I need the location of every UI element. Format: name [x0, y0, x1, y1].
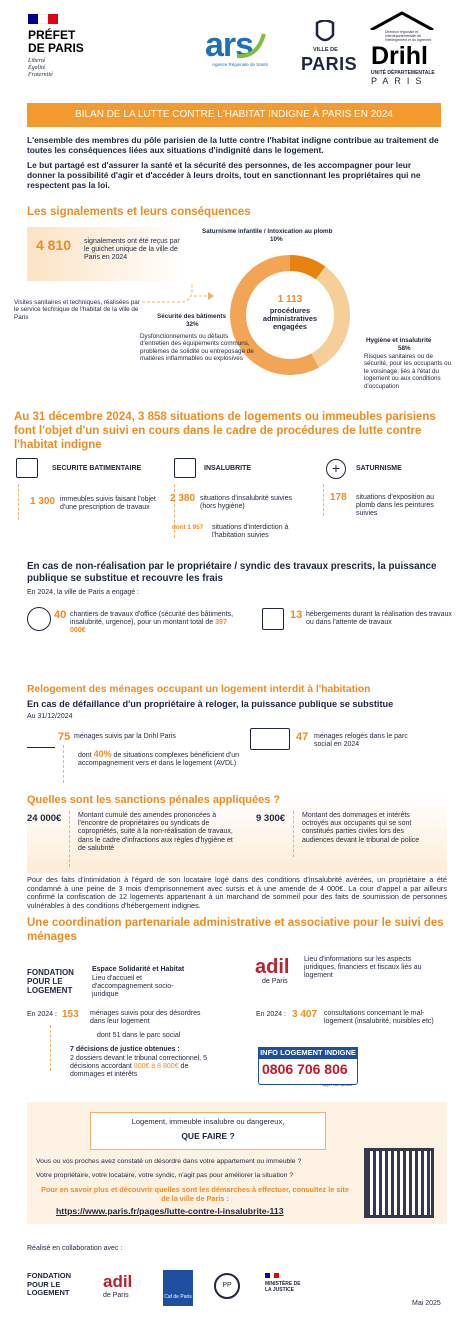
justice-flag-icon: [265, 1273, 279, 1278]
hotel-icon: [262, 608, 284, 630]
esh-title: Espace Solidarité et Habitat: [92, 966, 185, 973]
cta-url[interactable]: https://www.paris.fr/pages/lutte-contre-l-insalubrite-113: [56, 1206, 284, 1216]
hygiene-pct: 58%: [398, 345, 411, 352]
substitution-sub: En 2024, la ville de Paris a engagé :: [27, 589, 140, 596]
title-banner: BILAN DE LA LUTTE CONTRE L'HABITAT INDIGNE À PARIS EN 2024: [27, 103, 441, 127]
col1-title: SECURITE BATIMENTAIRE: [52, 465, 142, 472]
col2-sub-count: dont 1 957: [172, 524, 204, 531]
reloges-text: ménages relogés dans le parc social en 2024: [314, 733, 408, 749]
marianne-flag-icon: [28, 14, 58, 24]
decisions-title: 7 décisions de justice obtenues :: [70, 1046, 180, 1053]
decisions-end: de dommages et intérêts: [70, 1063, 189, 1079]
drihl-house-icon: [369, 10, 435, 30]
col3-count: 178: [330, 492, 347, 503]
ministere-logo: MINISTÈRE DE LA JUSTICE: [265, 1281, 301, 1293]
ars-subtitle: Agence Régionale de Santé: [212, 62, 269, 67]
signalements-text: signalements ont été reçus par le guichet unique de la ville de Paris en 2024: [84, 238, 180, 262]
amendes-text: Montant cumulé des amendes prononcées à l'encontre de propriétaires ou syndicats de copropriétés, suite à la non-réalisation de travaux, dans le cadre d'infractions aux règles d'hygiène et de salubrité: [78, 812, 233, 852]
menages-bracket: [63, 745, 64, 783]
col2-sub-text: situations d'interdiction à l'habitation suivies: [212, 524, 289, 540]
esh-bracket: [50, 1025, 51, 1071]
drihl-logo: Drihl: [371, 42, 428, 70]
chantiers-count: 40: [54, 609, 67, 621]
adil-logo: adil: [255, 956, 290, 978]
securite-desc: Dysfonctionnements ou défauts d'entretien des équipements communs, problèmes de solidité ou entreposage de matières inflammables ou explosives: [140, 333, 254, 363]
reloges-count: 47: [296, 731, 309, 743]
dashed-arrow-icon: [140, 278, 220, 308]
building-icon: [16, 458, 38, 478]
adil-3407-text: consultations concernant le mal-logement (insalubrité, nuisibles etc): [324, 1010, 434, 1026]
amendes-amount: 24 000€: [27, 813, 62, 824]
cta-q1: Vous ou vos proches avez constaté un désordre dans votre appartement ou immeuble ?: [36, 1158, 302, 1165]
avdl-text: [78, 750, 258, 768]
col3-text: situations d'exposition au plomb dans les peintures suivies: [356, 494, 434, 518]
paris-ship-icon: [312, 20, 338, 46]
prefet-line1: PRÉFET: [28, 28, 76, 42]
hebergements-text: hébergements durant la réalisation des travaux ou dans l'attente de travaux: [306, 611, 452, 627]
col1-count: 1 300: [30, 496, 56, 507]
info-logement-note: * appel non surtaxé: [320, 1083, 353, 1087]
police-logo: PP: [214, 1273, 240, 1299]
col1-bracket: [18, 484, 19, 520]
adil-year: En 2024 :: [256, 1011, 286, 1018]
info-logement-phone[interactable]: 0806 706 806: [262, 1061, 348, 1077]
footer-fondation-logo: FONDATION POUR LE LOGEMENT: [27, 1271, 72, 1297]
drihl-small: Direction régionale et interdépartementale de l'hébergement et du logement: [385, 30, 432, 42]
col2-text: situations d'insalubrité suivies (hors hygiène): [200, 495, 292, 511]
adil-3407: 3 407: [292, 1009, 318, 1020]
avdl-pct: 40%: [93, 749, 112, 759]
donut-center-text: procédures administratives engagées: [262, 306, 318, 332]
adil-sub: de Paris: [262, 978, 288, 985]
worker-icon: [27, 607, 51, 631]
house-key-icon: [250, 728, 290, 750]
chantiers-amount: 397 000€: [70, 619, 227, 635]
decisions-text: [70, 1055, 220, 1080]
ars-logo: ars: [205, 26, 254, 64]
esh-dont-51: dont 51 dans le parc social: [97, 1032, 181, 1039]
saturnisme-label: Saturnisme infantile / Intoxication au plomb: [202, 228, 333, 235]
qr-code-icon: [364, 1148, 434, 1218]
cta-q2: Votre propriétaire, votre locataire, votre syndic, n'agit pas pour améliorer la situation ?: [36, 1172, 294, 1179]
collab-label: Réalisé en collaboration avec :: [27, 1245, 123, 1252]
saturnisme-cross-icon: +: [326, 459, 346, 479]
chantiers-text-body: chantiers de travaux d'office (sécurité des bâtiments, insalubrité, urgence), pour un montant total de: [70, 611, 234, 627]
motto2: Égalité: [28, 65, 46, 71]
cta-line2: QUE FAIRE ?: [181, 1131, 235, 1141]
section-suivi-title: Au 31 décembre 2024, 3 858 situations de logements ou immeubles parisiens font l'objet d'un suivi en cours dans le cadre de procédures de lutte contre l'habitat indigne: [14, 411, 436, 451]
menages-text: ménages suivis par la Drihl Paris: [74, 733, 176, 740]
donut-center-number: 1 113: [277, 294, 303, 305]
relogement-date: Au 31/12/2024: [27, 713, 73, 720]
visits-text: Visites sanitaires et techniques, réalisées par le service technique de l'habitat de la ville de Paris: [14, 299, 140, 321]
menages-count: 75: [58, 731, 71, 743]
esh-153-text: ménages suivis pour des désordres dans leur logement: [90, 1010, 201, 1026]
decisions-amount: 800€ à 8 800€: [133, 1063, 179, 1071]
adil-text: Lieu d'informations sur les aspects juridiques, financiers et fiscaux liés au logement: [304, 956, 422, 980]
esh-153: 153: [62, 1009, 79, 1020]
saturnisme-pct: 10%: [270, 236, 283, 243]
decisions-text-body: 2 dossiers devant le tribunal correctionnel, 5 décisions accordant: [70, 1055, 207, 1071]
hygiene-label: Hygiène et insalubrité: [366, 337, 432, 344]
chantiers-text: [70, 611, 240, 636]
substitution-title: En cas de non-réalisation par le propriétaire / syndic des travaux prescrits, la puissance publique se substitue et recouvre les frais: [27, 561, 437, 584]
caf-logo: Caf de Paris: [163, 1270, 193, 1306]
intimidation-paragraph: Pour des faits d'intimidation à l'égard de son locataire logé dans des conditions d'insalubrité avérées, un propriétaire a été condamné à une peine de 3 mois d'emprisonnement avec sursis et à une amende de 4 000€. La cour d'appel a par ailleurs confirmé la confiscation de 12 logements appartenant à un marchand de sommeil pour des faits de soumission de personnes vulnérables à des conditions d'hébergement indignes.: [27, 875, 447, 910]
relogement-sub: En cas de défaillance d'un propriétaire à reloger, la puissance publique se substitue: [27, 699, 394, 709]
hygiene-desc: Risques sanitaires ou de sécurité, pour les occupants ou le voisinage, liés à l'état du logement ou aux conditions d'occupation: [364, 353, 452, 390]
dommages-amount: 9 300€: [256, 813, 286, 824]
family-icon: [27, 730, 55, 748]
cta-line1: Logement, immeuble insalubre ou dangereux,: [131, 1117, 285, 1126]
intro-paragraph-1: L'ensemble des membres du pôle parisien de la lutte contre l'habitat indigne contribue au traitement de toutes les conséquences liées aux situations d'indignité dans le logement.: [27, 135, 439, 155]
motto1: Liberté: [28, 58, 46, 64]
prefet-line2: DE PARIS: [28, 41, 84, 55]
col3-bracket: [323, 484, 324, 516]
securite-label: Sécurité des bâtiments: [157, 313, 226, 320]
avdl-dont: dont: [78, 752, 92, 759]
signalements-count: 4 810: [36, 237, 72, 253]
esh-text: Lieu d'accueil et d'accompagnement socio-juridique: [92, 975, 174, 999]
col2-title: INSALUBRITE: [204, 465, 252, 472]
dommages-text: Montant des dommages et intérêts octroyés aux occupants qui se sont constitués parties civiles lors des audiences devant le tribunal de police: [302, 812, 420, 844]
paris-logo: PARIS: [301, 54, 358, 74]
drihl-paris: PARIS: [371, 76, 428, 86]
hebergements-count: 13: [290, 609, 303, 621]
col3-title: SATURNISME: [356, 465, 402, 472]
fondation-logo: FONDATION POUR LE LOGEMENT: [27, 968, 74, 995]
securite-pct: 32%: [186, 321, 199, 328]
section-signalements-title: Les signalements et leurs conséquences: [27, 206, 251, 218]
footer-adil-logo: adil: [103, 1272, 133, 1291]
ville-de: VILLE DE: [313, 47, 338, 53]
footer-date: Mai 2025: [412, 1300, 441, 1307]
intro-paragraph-2: Le but partagé est d'assurer la santé et la sécurité des personnes, de les accompagner pour leur donner la possibilité d'agir et d'accéder à leurs droits, tout en sanctionnant les propriétaires qui ne respectent pas la loi.: [27, 160, 421, 190]
footer-adil-sub: de Paris: [103, 1292, 129, 1299]
esh-year: En 2024 :: [27, 1011, 57, 1018]
relogement-title: Relogement des ménages occupant un logement interdit à l'habitation: [27, 684, 371, 695]
drihl-unit: UNITÉ DÉPARTEMENTALE: [371, 70, 435, 76]
info-logement-title: INFO LOGEMENT INDIGNE: [258, 1047, 358, 1059]
ars-swoosh-icon: [232, 26, 272, 66]
sanctions-title: Quelles sont les sanctions pénales appliquées ?: [27, 794, 281, 806]
dommages-bracket: [293, 811, 294, 857]
motto3: Fraternité: [28, 72, 53, 78]
avdl-desc: de situations complexes bénéficient d'un accompagnement vers et dans le logement (AVDL): [78, 752, 240, 768]
col2-count: 2 380: [170, 493, 196, 504]
col1-text: immeubles suivis faisant l'objet d'une prescription de travaux: [60, 496, 156, 512]
cta-more: Pour en savoir plus et découvrir quelles sont les démarches à effectuer, consultez le site de la ville de Paris :: [41, 1185, 349, 1203]
amendes-bracket: [69, 811, 70, 867]
insalubrite-house-icon: [174, 458, 196, 478]
coordination-title: Une coordination partenariale administrative et associative pour le suivi des ménages: [27, 917, 444, 943]
